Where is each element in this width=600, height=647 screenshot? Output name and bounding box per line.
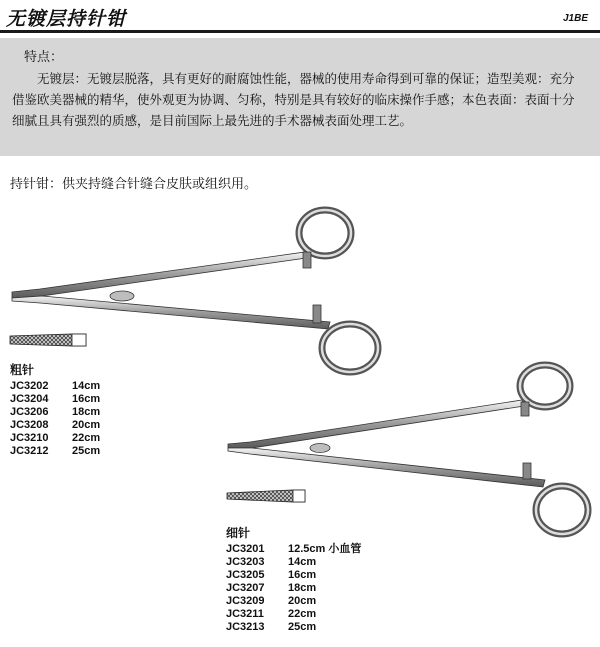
spec-row	[226, 582, 361, 595]
header-rule	[0, 30, 600, 33]
spec-code: JC3208	[10, 419, 49, 431]
spec-row	[226, 569, 361, 582]
spec-code: JC3203	[226, 556, 265, 568]
spec-row	[226, 621, 361, 634]
spec-row	[226, 556, 361, 569]
spec-size: 22cm	[72, 432, 101, 444]
spec-code: JC3201	[226, 543, 265, 555]
spec-code: JC3211	[226, 608, 264, 620]
usage-text: 持针钳：供夹持缝合针缝合皮肤或组织用。	[10, 177, 258, 192]
spec-code: JC3212	[10, 445, 49, 457]
spec-row	[10, 380, 100, 393]
coarse-tip-icon	[8, 332, 88, 348]
coarse-spec-list	[10, 361, 100, 458]
spec-code: JC3206	[10, 406, 49, 418]
features-panel	[0, 38, 600, 156]
spec-row	[10, 406, 100, 419]
catalog-code: J1BE	[562, 13, 588, 24]
spec-size: 18cm	[72, 406, 101, 418]
spec-size: 16cm	[72, 393, 101, 405]
spec-size: 20cm	[288, 595, 317, 607]
spec-size: 25cm	[72, 445, 101, 457]
spec-size: 18cm	[288, 582, 317, 594]
spec-row	[10, 419, 100, 432]
spec-row	[226, 543, 361, 556]
features-title: 特点：	[24, 50, 64, 65]
page-header	[0, 0, 600, 34]
spec-code: JC3209	[226, 595, 265, 607]
spec-size: 12.5cm 小血管	[288, 543, 362, 555]
fine-spec-list	[226, 524, 361, 634]
spec-size: 25cm	[288, 621, 317, 633]
spec-row	[226, 595, 361, 608]
spec-size: 14cm	[72, 380, 101, 392]
spec-size: 14cm	[288, 556, 317, 568]
spec-size: 22cm	[288, 608, 317, 620]
spec-code: JC3204	[10, 393, 49, 405]
spec-row	[10, 393, 100, 406]
spec-code: JC3210	[10, 432, 49, 444]
fine-heading: 细针	[226, 526, 251, 540]
spec-code: JC3205	[226, 569, 265, 581]
spec-row	[226, 608, 361, 621]
spec-row	[10, 432, 100, 445]
spec-code: JC3207	[226, 582, 265, 594]
spec-size: 20cm	[72, 419, 101, 431]
page-title: 无镀层持针钳	[6, 8, 127, 30]
spec-code: JC3202	[10, 380, 49, 392]
spec-row	[10, 445, 100, 458]
fine-tip-icon	[225, 488, 307, 504]
spec-code: JC3213	[226, 621, 265, 633]
features-body: 无镀层：无镀层脱落，具有更好的耐腐蚀性能，器械的使用寿命得到可靠的保证；造型美观：充分借鉴欧美器械的精华，使外观更为协调、匀称，特别是具有较好的临床操作手感；本色表面：表面十分细腻且具有强烈的质感，是目前国际上最先进的手术器械表面处理工艺。	[12, 71, 575, 128]
coarse-heading: 粗针	[10, 363, 35, 377]
spec-size: 16cm	[288, 569, 317, 581]
